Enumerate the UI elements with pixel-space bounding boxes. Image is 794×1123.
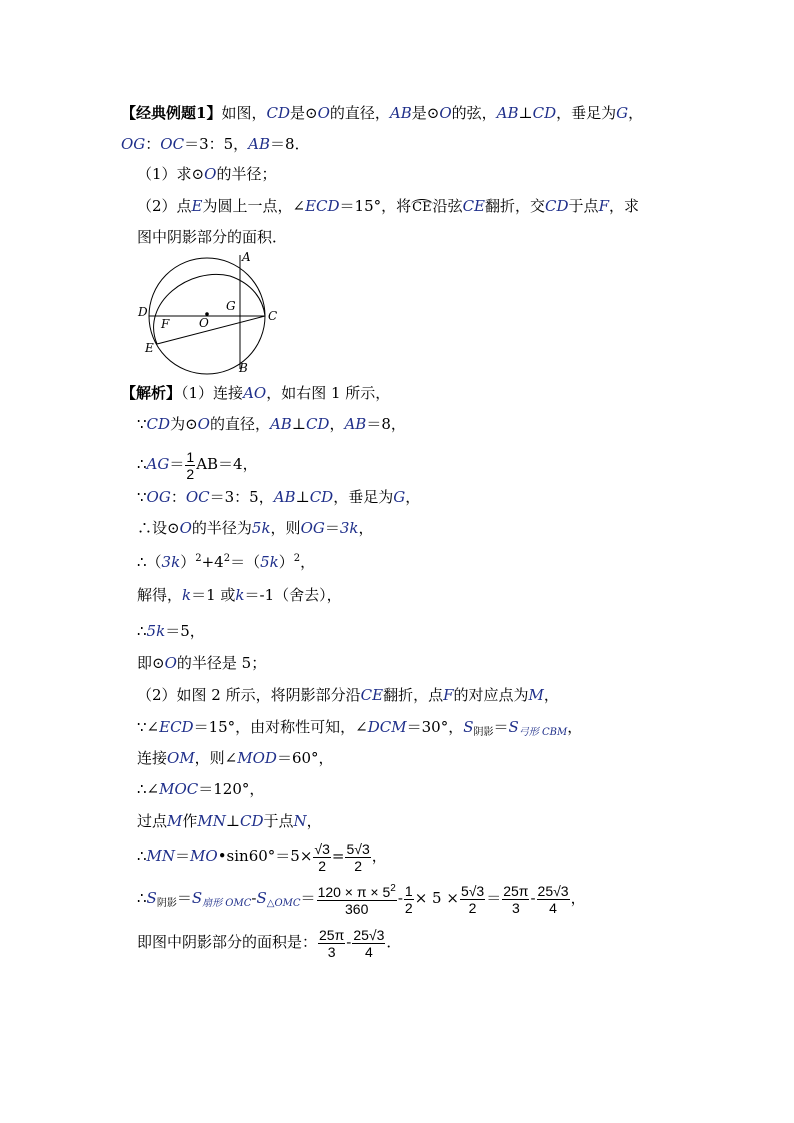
solution-line-14: 过点M作MN⊥CD于点N， — [137, 812, 322, 830]
geometry-figure — [135, 248, 285, 378]
solution-line-17: 即图中阴影部分的面积是： $\frac{25\pi}{3}$ - $\frac{25√3}{4}$ ． — [137, 926, 402, 960]
solution-line-4: ∵OG：OC＝3：5，AB⊥CD，垂足为G， — [137, 488, 421, 506]
fraction-25sqrt3-over-4: $\frac{25√3}{4}$ — [537, 882, 569, 916]
solution-line-6: $\therefore(3k)^2+4^2=(5k)^2$， — [137, 553, 316, 571]
solution-line-9: 即⊙O的半径是 5； — [137, 654, 267, 672]
question-2-cont: 图中阴影部分的面积． — [137, 228, 288, 246]
problem-line-1: 【经典例题1】如图，CD是⊙O的直径，AB是⊙O的弦，AB⊥CD，垂足为G， — [121, 104, 644, 122]
label-o: O — [199, 316, 209, 330]
answer-fraction-25sqrt3-over-4: $\frac{25√3}{4}$ — [353, 926, 385, 960]
chord-ec — [157, 316, 265, 344]
solution-line-7: 解得，k＝1 或k＝-1（舍去）， — [137, 586, 342, 604]
question-2: （2）点E为圆上一点，∠ECD＝15°，将CE沿弦CE翻折，交CD于点F，求 — [137, 197, 639, 215]
folded-arc — [154, 274, 265, 344]
label-d: D — [138, 305, 148, 319]
label-c: C — [268, 309, 278, 323]
label-b: B — [239, 361, 248, 375]
solution-line-2: ∵CD为⊙O的直径，AB⊥CD，AB＝8， — [137, 415, 406, 433]
label-a: A — [242, 250, 251, 264]
answer-fraction-25pi-over-3: $\frac{25\pi}{3}$ — [319, 926, 345, 960]
solution-line-3: ∴AG＝ $\frac{1}{2}$ AB＝4， — [137, 448, 258, 482]
solution-line-15: ∴MN＝MO•sin60°＝5× $\frac{√3}{2}$ = $\frac{5√3}{2}$ ， — [137, 840, 387, 874]
label-g: G — [226, 299, 236, 313]
solution-line-10: （2）如图 2 所示，将阴影部分沿CE翻折，点F的对应点为M， — [137, 686, 559, 704]
solution-line-16: $\therefore S_{阴影}=S_{扇形 OMC}-S_{\triangle OMC}=$ $\frac{120 \times \pi \times 5^2}{360}$ - $\frac{1}{2}$ × 5 × $\frac{5√3}{2}$ ＝ $\frac{25\pi}{3}$ - $\frac{25√3}{4}$ ， — [137, 882, 586, 917]
problem-heading: 【经典例题1】 — [121, 104, 222, 122]
fraction-5sqrt3-over-2: $\frac{5√3}{2}$ — [346, 840, 370, 874]
question-1: （1）求⊙O的半径； — [137, 165, 277, 183]
solution-line-8: ∴5k＝5， — [137, 622, 205, 640]
solution-line-13: ∴∠MOC＝120°， — [137, 780, 265, 798]
arc-ce: CE — [412, 200, 432, 215]
fraction-half: $\frac{1}{2}$ — [186, 448, 195, 482]
solution-line-12: 连接OM，则∠MOD＝60°， — [137, 749, 334, 767]
solution-line-1: 【解析】（1）连接AO，如右图 1 所示， — [121, 384, 391, 402]
fraction-sqrt3-over-2: $\frac{√3}{2}$ — [314, 840, 330, 874]
problem-line-2: OG：OC＝3：5，AB＝8． — [121, 135, 310, 153]
label-e: E — [145, 341, 154, 355]
fraction-half-2: $\frac{1}{2}$ — [404, 882, 413, 916]
solution-heading: 【解析】 — [121, 384, 182, 402]
solution-line-11: ∵∠ECD＝15°，由对称性可知，∠DCM＝30°，$S_{阴影}=S_{弓形 CBM}$， — [137, 718, 583, 738]
fraction-5sqrt3-over-2-b: $\frac{5√3}{2}$ — [460, 882, 485, 916]
fraction-sector-area: $\frac{120 \times \pi \times 5^2}{360}$ — [317, 883, 396, 917]
fraction-25pi-over-3: $\frac{25\pi}{3}$ — [503, 882, 529, 916]
solution-line-5: ∴设⊙O的半径为5k，则OG＝3k， — [137, 519, 374, 537]
label-f: F — [161, 317, 170, 331]
